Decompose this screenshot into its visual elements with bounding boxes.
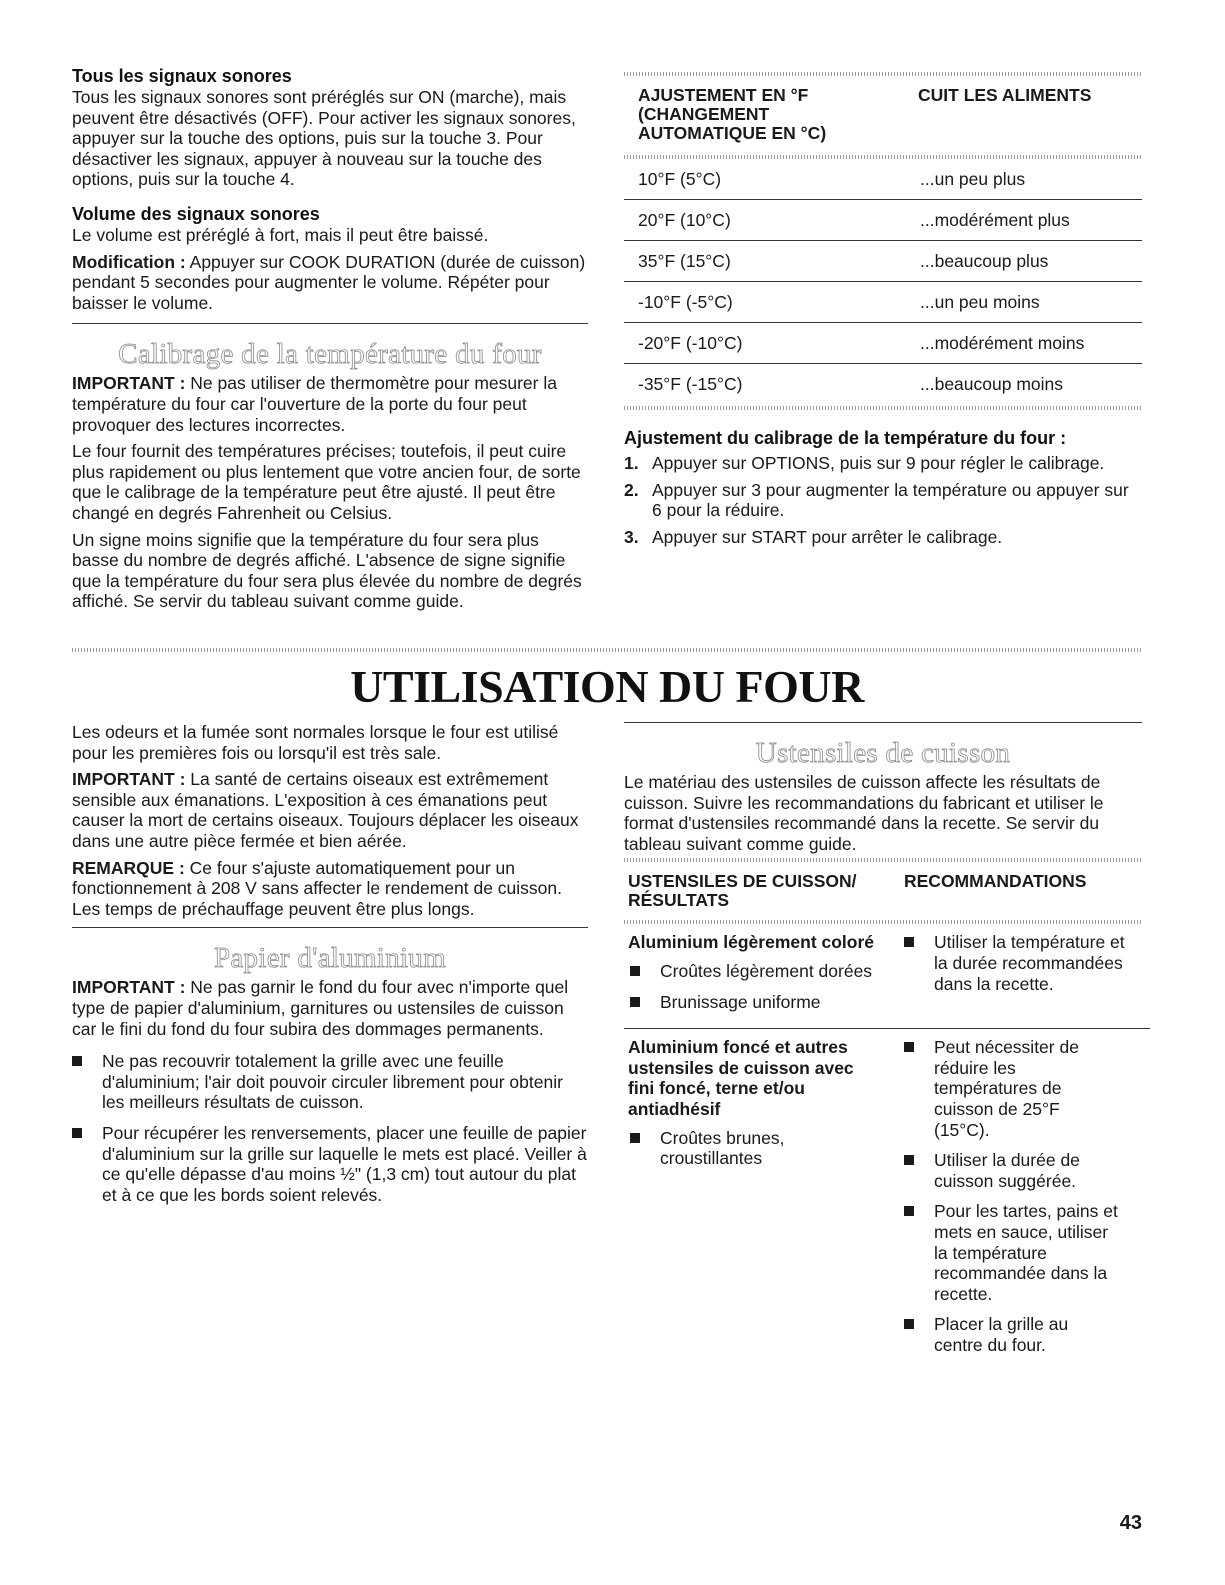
table-row [624,240,1142,281]
important-text: Ne pas garnir le fond du four avec n'importe quel type de papier d'aluminium, garnitures ou ustensiles de cuisson car le fini du fond du four subira des dommages permanents. [72,977,569,1039]
bullet-text: Brunissage uniforme [660,991,821,1012]
square-bullet-icon [630,997,640,1007]
calibration-heading: Calibrage de la température du four [118,338,542,371]
step-number: 2. [624,479,639,500]
calibration-important [72,373,588,435]
square-bullet-icon [630,966,640,976]
top-left-column [72,66,588,618]
divider [624,722,1142,723]
effect-cell: ...beaucoup plus [920,250,1049,271]
column-header-adjustment: AJUSTEMENT EN °F (CHANGEMENT AUTOMATIQUE EN °C) [638,85,827,143]
table-row [624,322,1142,363]
important-label: IMPORTANT : [72,977,186,998]
table-row [624,363,1142,404]
bullet-item [904,1314,1150,1355]
volume-heading: Volume des signaux sonores [72,203,320,224]
top-right-column [624,72,1142,553]
adjustment-cell: 20°F (10°C) [638,209,731,230]
main-title: UTILISATION DU FOUR [350,661,864,712]
bullet-text: Utiliser la température et la durée recommandées dans la recette. [934,932,1125,994]
cookware-row [624,932,1142,1028]
table-row [624,159,1142,199]
effect-cell: ...modérément plus [920,209,1070,230]
effect-cell: ...un peu moins [920,291,1040,312]
foil-bullet-list [72,1051,588,1205]
signals-text: Tous les signaux sonores sont préréglés sur ON (marche), mais peuvent être désactivés (OFF). Pour activer les signaux sonores, appuyer sur la touche des options, puis sur la touche 3. Pour désactiver les signaux, appuyer à nouveau sur la touche des options, puis sur la touche 4. [72,87,576,190]
calibration-paragraph-2: Le four fournit des températures précises; toutefois, il peut cuire plus rapidement ou plus lentement que votre ancien four, de sorte que le calibrage de la température peut être ajusté. Il peut être changé en degrés Fahrenheit ou Celsius. [72,441,581,523]
table-row [624,281,1142,322]
adjustment-cell: 35°F (15°C) [638,250,731,271]
results-list [624,1128,904,1169]
volume-text: Le volume est préréglé à fort, mais il peut être baissé. [72,224,489,245]
step-item [624,453,1142,474]
effect-cell: ...beaucoup moins [920,373,1064,394]
step-text: Appuyer sur START pour arrêter le calibrage. [652,526,1003,547]
volume-modification [72,252,588,314]
signals-heading: Tous les signaux sonores [72,66,292,86]
adjust-steps-list [624,453,1142,547]
adjustment-cell: -20°F (-10°C) [638,332,743,353]
column-header-recommendations: RECOMMANDATIONS [904,871,1087,892]
bullet-text: Pour récupérer les renversements, placer une feuille de papier d'aluminium sur la grille sur laquelle le mets est placé. Veiller à ce qu'elle dépasse d'au moins ½" (1,3 cm) tout autour du plat et à ce que les bords soient relevés. [102,1122,587,1205]
bullet-text: Utiliser la durée de cuisson suggérée. [934,1150,1080,1191]
cookware-table-header-rule [624,920,1142,924]
bullet-text: Pour les tartes, pains et mets en sauce, utiliser la température recommandée dans la recette. [934,1201,1118,1304]
bullet-item [72,1051,588,1113]
step-text: Appuyer sur OPTIONS, puis sur 9 pour régler le calibrage. [652,453,1105,473]
square-bullet-icon [630,1133,640,1143]
effect-cell: ...modérément moins [920,332,1085,353]
temperature-table-body [624,159,1142,404]
modification-label: Modification : [72,251,186,272]
remark-text: Ce four s'ajuste automatiquement pour un fonctionnement à 208 V sans affecter le rendement de cuisson. Les temps de préchauffage peuvent être plus longs. [72,857,562,919]
foil-heading: Papier d'aluminium [213,942,447,975]
adjustment-cell: 10°F (5°C) [638,168,722,189]
effect-cell: ...un peu plus [920,168,1026,189]
bullet-text: Croûtes légèrement dorées [660,960,873,981]
square-bullet-icon [72,1056,82,1066]
step-number: 3. [624,526,639,547]
bullet-item [72,1123,588,1205]
bullet-item [904,932,1142,994]
cookware-row [624,1028,1150,1365]
bullet-item [624,992,904,1013]
adjustment-cell: -35°F (-15°C) [638,373,743,394]
square-bullet-icon [904,937,914,947]
important-text: La santé de certains oiseaux est extrêmement sensible aux émanations. L'exposition à ces émanations peut causer la mort de certains oiseaux. Toujours déplacer les oiseaux dans une autre pièce fermée et bien aérée. [72,769,579,851]
step-item [624,527,1142,548]
intro-paragraph: Les odeurs et la fumée sont normales lorsque le four est utilisé pour les premières fois ou lorsqu'il est très sale. [72,722,559,763]
bottom-left-column [72,722,588,1215]
temperature-table-header [624,76,1142,155]
recommendations-list [904,1037,1150,1355]
square-bullet-icon [904,1042,914,1052]
bullet-item [904,1201,1150,1304]
cookware-cell [624,1037,904,1365]
calibration-paragraph-3: Un signe moins signifie que la température du four sera plus basse du nombre de degrés affiché. L'absence de signe signifie que la température du four sera plus élevée du nombre de degrés affiché. Se servir du tableau suivant comme guide. [72,529,582,612]
bullet-text: Peut nécessiter de réduire les températures de cuisson de 25°F (15°C). [934,1037,1079,1140]
adjust-steps-heading: Ajustement du calibrage de la température du four : [624,428,1067,448]
cookware-title: Aluminium légèrement coloré [628,932,875,953]
divider [72,323,588,324]
square-bullet-icon [72,1128,82,1138]
divider [72,927,588,928]
foil-important [72,977,588,1039]
important-label: IMPORTANT : [72,373,186,394]
step-text: Appuyer sur 3 pour augmenter la température ou appuyer sur 6 pour la réduire. [652,479,1129,521]
column-header-cookware: USTENSILES DE CUISSON/ RÉSULTATS [628,871,857,911]
recommendations-cell [904,932,1142,1022]
adjustment-cell: -10°F (-5°C) [638,291,733,312]
bullet-text: Ne pas recouvrir totalement la grille avec une feuille d'aluminium; l'air doit pouvoir circuler librement pour obtenir les meilleurs résultats de cuisson. [102,1051,563,1113]
page-number: 43 [1119,1512,1142,1534]
intro-remark [72,858,588,920]
bullet-item [904,1150,1150,1191]
bullet-item [904,1037,1150,1140]
important-label: IMPORTANT : [72,769,186,790]
important-text: Ne pas utiliser de thermomètre pour mesurer la température du four car l'ouverture de la porte du four peut provoquer des lectures incorrectes. [72,373,557,435]
cookware-title: Aluminium foncé et autres ustensiles de cuisson avec fini foncé, terne et/ou antiadhésif [628,1037,854,1119]
bottom-right-column [624,722,1142,1365]
bullet-item [624,961,904,982]
cookware-table-header [624,862,1142,920]
intro-important [72,769,588,851]
cookware-cell [624,932,904,1022]
table-row [624,199,1142,240]
column-header-effect: CUIT LES ALIMENTS [918,85,1092,105]
recommendations-list [904,932,1142,994]
bullet-text: Croûtes brunes, croustillantes [660,1127,785,1169]
square-bullet-icon [904,1319,914,1329]
square-bullet-icon [904,1155,914,1165]
step-number: 1. [624,453,639,473]
modification-text: Appuyer sur COOK DURATION (durée de cuisson) pendant 5 secondes pour augmenter le volume. Répéter pour baisser le volume. [72,251,586,313]
cookware-heading: Ustensiles de cuisson [755,737,1011,769]
bullet-text: Placer la grille au centre du four. [934,1314,1069,1355]
cookware-text: Le matériau des ustensiles de cuisson affecte les résultats de cuisson. Suivre les recommandations du fabricant et utiliser le format d'ustensiles recommandé dans la recette. Se servir du tableau suivant comme guide. [624,772,1104,854]
recommendations-cell [904,1037,1150,1365]
results-list [624,961,904,1012]
title-top-rule [72,648,1142,652]
square-bullet-icon [904,1206,914,1216]
bullet-item [624,1128,904,1169]
step-item [624,480,1142,521]
table-bottom-rule [624,406,1142,410]
remark-label: REMARQUE : [72,857,185,878]
